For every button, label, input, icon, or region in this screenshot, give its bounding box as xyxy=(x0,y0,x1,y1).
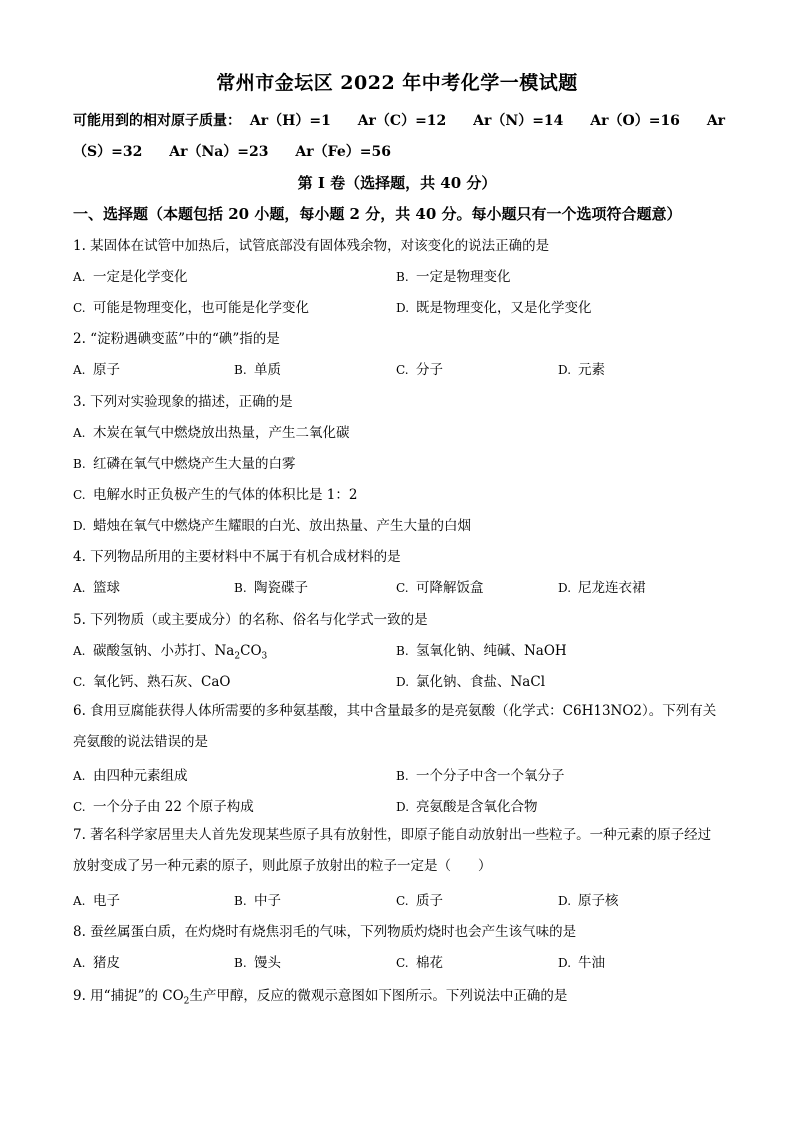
q3-option-a xyxy=(73,421,350,441)
q7-option-c xyxy=(396,889,443,909)
question-text: 9. 用“捕捉”的 CO xyxy=(73,988,184,1004)
option-key: D. xyxy=(396,800,410,814)
option-key: A. xyxy=(73,426,86,440)
question-4: 4. 下列物品所用的主要材料中不属于有机合成材料的是 xyxy=(73,549,401,565)
option-key: C. xyxy=(73,488,86,502)
q2-option-b xyxy=(234,358,281,378)
option-text: 陶瓷碟子 xyxy=(254,580,308,596)
option-text: 既是物理变化，又是化学变化 xyxy=(416,300,592,316)
option-key: D. xyxy=(396,301,410,315)
option-text: 牛油 xyxy=(578,955,605,971)
atomic-mass-na: Ar（Na）=23 xyxy=(169,144,269,160)
option-key: B. xyxy=(73,457,86,471)
q4-option-d xyxy=(558,576,646,596)
atomic-mass-line-1 xyxy=(73,110,747,130)
option-key: A. xyxy=(73,769,86,783)
option-text: 原子核 xyxy=(578,893,619,909)
subscript: 2 xyxy=(234,651,241,662)
option-key: A. xyxy=(73,270,86,284)
option-text: 碳酸氢钠、小苏打、Na xyxy=(93,643,235,659)
option-text: 中子 xyxy=(254,893,281,909)
option-text: 一定是物理变化 xyxy=(416,269,511,285)
section-title: 第 I 卷（选择题，共 40 分） xyxy=(297,174,497,192)
option-text: 一个分子由 22 个原子构成 xyxy=(93,799,254,815)
option-text: 可能是物理变化，也可能是化学变化 xyxy=(93,300,309,316)
option-key: D. xyxy=(73,519,87,533)
option-text: 由四种元素组成 xyxy=(93,768,188,784)
q5-option-c xyxy=(73,670,230,690)
option-key: A. xyxy=(73,644,86,658)
q8-option-c xyxy=(396,951,443,971)
option-text: 质子 xyxy=(416,893,443,909)
q7-option-a xyxy=(73,889,120,909)
option-text: 分子 xyxy=(416,362,443,378)
option-key: B. xyxy=(234,363,247,377)
option-key: C. xyxy=(396,956,409,970)
question-9 xyxy=(73,984,567,1007)
option-text: 尼龙连衣裙 xyxy=(578,580,646,596)
question-5: 5. 下列物质（或主要成分）的名称、俗名与化学式一致的是 xyxy=(73,612,428,628)
option-key: C. xyxy=(396,581,409,595)
option-key: D. xyxy=(558,894,572,908)
atomic-mass-n: Ar（N）=14 xyxy=(473,113,564,129)
q7-option-d xyxy=(558,889,619,909)
q5-option-a xyxy=(73,639,267,662)
exam-title: 常州市金坛区 2022 年中考化学一模试题 xyxy=(216,72,578,94)
q8-option-a xyxy=(73,951,120,971)
q8-option-b xyxy=(234,951,281,971)
q3-option-c xyxy=(73,483,357,503)
q7-option-b xyxy=(234,889,281,909)
q6-option-d xyxy=(396,795,538,815)
q1-option-d xyxy=(396,296,592,316)
option-key: C. xyxy=(73,301,86,315)
q5-option-d xyxy=(396,670,545,690)
atomic-mass-o: Ar（O）=16 xyxy=(590,113,680,129)
q4-option-b xyxy=(234,576,308,596)
option-text: 氧化钙、熟石灰、CaO xyxy=(93,674,231,690)
option-key: B. xyxy=(396,644,409,658)
subscript: 3 xyxy=(261,651,268,662)
option-text-cont: CO xyxy=(240,643,262,659)
option-text: 猪皮 xyxy=(93,955,120,971)
q2-option-a xyxy=(73,358,120,378)
q2-option-d xyxy=(558,358,605,378)
option-text: 元素 xyxy=(578,362,605,378)
option-text: 馒头 xyxy=(254,955,281,971)
q4-option-a xyxy=(73,576,120,596)
q2-option-c xyxy=(396,358,443,378)
option-text: 电子 xyxy=(93,893,120,909)
option-key: C. xyxy=(396,894,409,908)
option-key: C. xyxy=(73,675,86,689)
question-1: 1. 某固体在试管中加热后，试管底部没有固体残余物，对该变化的说法正确的是 xyxy=(73,238,550,254)
option-text: 氢氧化钠、纯碱、NaOH xyxy=(416,643,567,659)
option-key: D. xyxy=(558,363,572,377)
q4-option-c xyxy=(396,576,484,596)
option-text: 一定是化学变化 xyxy=(93,269,188,285)
atomic-mass-ar-wrap: Ar xyxy=(706,113,726,129)
q5-option-b xyxy=(396,639,567,659)
option-text: 氯化钠、食盐、NaCl xyxy=(416,674,546,690)
option-text: 单质 xyxy=(254,362,281,378)
q3-option-b xyxy=(73,452,296,472)
option-key: A. xyxy=(73,894,86,908)
option-text: 可降解饭盒 xyxy=(416,580,484,596)
subscript: 2 xyxy=(183,996,190,1007)
question-2: 2. “淀粉遇碘变蓝”中的“碘”指的是 xyxy=(73,331,280,347)
option-text: 原子 xyxy=(93,362,120,378)
option-key: C. xyxy=(396,363,409,377)
option-text: 电解水时正负极产生的气体的体积比是 1：2 xyxy=(93,487,358,503)
option-key: B. xyxy=(234,581,247,595)
option-text: 篮球 xyxy=(93,580,120,596)
option-text: 亮氨酸是含氧化合物 xyxy=(416,799,538,815)
question-text-cont: 生产甲醇，反应的微观示意图如下图所示。下列说法中正确的是 xyxy=(189,988,568,1004)
q6-option-c xyxy=(73,795,254,815)
question-8: 8. 蚕丝属蛋白质，在灼烧时有烧焦羽毛的气味，下列物质灼烧时也会产生该气味的是 xyxy=(73,924,577,940)
option-text: 红磷在氧气中燃烧产生大量的白雾 xyxy=(93,456,296,472)
option-text: 蜡烛在氧气中燃烧产生耀眼的白光、放出热量、产生大量的白烟 xyxy=(93,518,471,534)
atomic-mass-s: （S）=32 xyxy=(73,144,143,160)
option-key: D. xyxy=(558,956,572,970)
part-title: 一、选择题（本题包括 20 小题，每小题 2 分，共 40 分。每小题只有一个选项符合题意） xyxy=(73,205,682,223)
q1-option-b xyxy=(396,265,511,285)
atomic-mass-line-2 xyxy=(73,141,413,161)
option-key: D. xyxy=(558,581,572,595)
q6-option-b xyxy=(396,764,565,784)
option-key: B. xyxy=(396,769,409,783)
q8-option-d xyxy=(558,951,605,971)
option-text: 棉花 xyxy=(416,955,443,971)
option-text: 木炭在氧气中燃烧放出热量，产生二氧化碳 xyxy=(93,425,350,441)
option-key: D. xyxy=(396,675,410,689)
question-7: 7. 著名科学家居里夫人首先发现某些原子具有放射性，即原子能自动放射出一些粒子。一种元素的原子经过放射变成了另一种元素的原子，则此原子放射出的粒子一定是（ ） xyxy=(73,827,712,874)
option-key: C. xyxy=(73,800,86,814)
atomic-mass-fe: Ar（Fe）=56 xyxy=(295,144,391,160)
question-6: 6. 食用豆腐能获得人体所需要的多种氨基酸，其中含量最多的是亮氨酸（化学式：C6H13NO2）。下列有关亮氨酸的说法错误的是 xyxy=(73,703,717,750)
option-key: A. xyxy=(73,363,86,377)
option-key: B. xyxy=(234,894,247,908)
atomic-mass-h: Ar（H）=1 xyxy=(249,113,331,129)
q6-option-a xyxy=(73,764,188,784)
option-key: A. xyxy=(73,581,86,595)
option-text: 一个分子中含一个氧分子 xyxy=(416,768,565,784)
q3-option-d xyxy=(73,514,471,534)
atomic-mass-c: Ar（C）=12 xyxy=(357,113,447,129)
atomic-mass-label: 可能用到的相对原子质量： xyxy=(73,113,241,129)
option-key: B. xyxy=(396,270,409,284)
option-key: A. xyxy=(73,956,86,970)
option-key: B. xyxy=(234,956,247,970)
q1-option-c xyxy=(73,296,309,316)
q1-option-a xyxy=(73,265,188,285)
question-3: 3. 下列对实验现象的描述，正确的是 xyxy=(73,394,293,410)
